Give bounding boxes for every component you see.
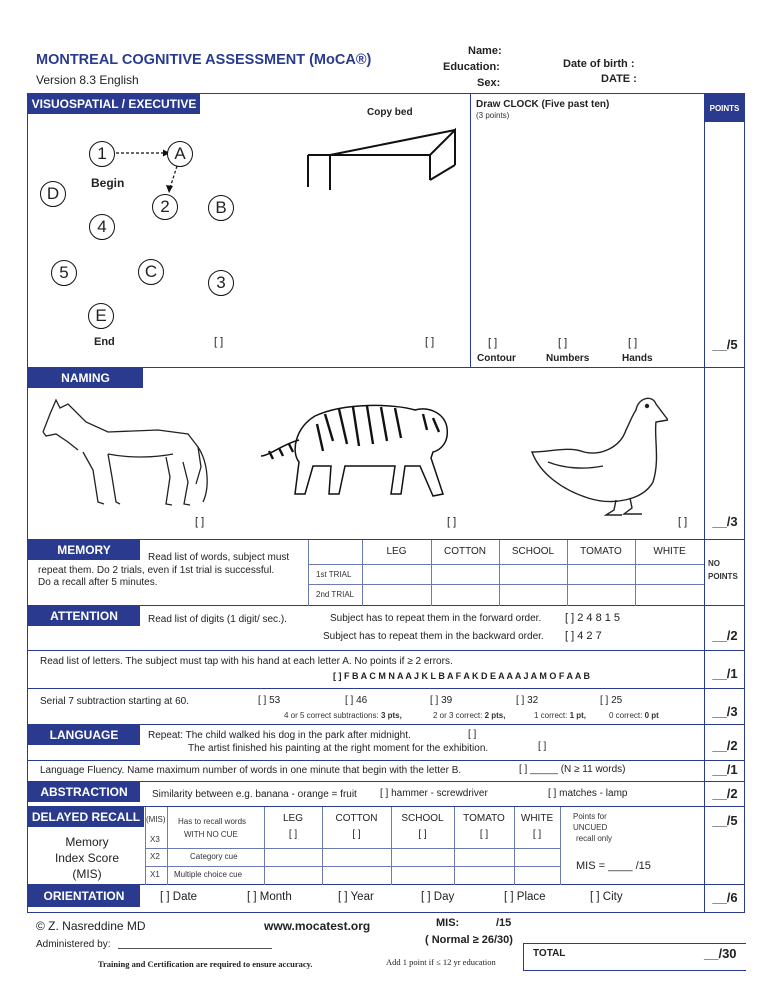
naming-header: NAMING xyxy=(28,368,143,388)
orientation-score[interactable]: __/6 xyxy=(712,890,738,905)
clock-points-label: (3 points) xyxy=(476,111,510,120)
visuospatial-header: VISUOSPATIAL / EXECUTIVE xyxy=(28,94,200,114)
delayed-recall-score[interactable]: __/5 xyxy=(712,813,738,828)
letters-instruction: Read list of letters. The subject must tap with his hand at each letter A. No points if ≥ 2 errors. xyxy=(40,656,453,667)
backward-instruction: Subject has to repeat them in the backward order. xyxy=(323,631,544,642)
serial-value-25[interactable]: [ ] 25 xyxy=(600,695,623,706)
tiger-drawing xyxy=(255,396,455,504)
draw-clock-label: Draw CLOCK (Five past ten) xyxy=(476,99,610,110)
trail-node-3: 3 xyxy=(208,270,234,296)
uncued-label-3: recall only xyxy=(576,834,613,843)
name-label: Name: xyxy=(468,45,502,57)
total-label: TOTAL xyxy=(533,948,566,959)
serial-value-39[interactable]: [ ] 39 xyxy=(430,695,453,706)
abstraction-header: ABSTRACTION xyxy=(28,782,140,802)
recall-word-school: SCHOOL xyxy=(401,813,444,824)
orientation-day[interactable]: [ ] Day xyxy=(421,891,455,903)
serial-value-32[interactable]: [ ] 32 xyxy=(516,695,539,706)
no-points-label-1: NO xyxy=(708,559,720,568)
recall-checkbox-cotton[interactable]: [ ] xyxy=(352,829,361,840)
administered-by-label: Administered by: xyxy=(36,939,111,950)
recall-checkbox-white[interactable]: [ ] xyxy=(532,829,542,840)
recall-no-cue-label-1: Has to recall words xyxy=(178,817,247,826)
repeat-sentence-1-checkbox[interactable]: [ ] xyxy=(468,729,477,740)
fluency-score[interactable]: __/1 xyxy=(712,762,738,777)
letters-sequence[interactable]: [ ] F B A C M N A A J K L B A F A K D E A A A J A M O F A A B xyxy=(333,671,590,681)
numbers-label: Numbers xyxy=(546,353,590,364)
bed-drawing xyxy=(300,125,465,205)
mis-column-label: (MIS) xyxy=(146,815,166,824)
x3-label: X3 xyxy=(150,835,160,844)
contour-checkbox[interactable]: [ ] xyxy=(488,337,498,349)
memory-word-white: WHITE xyxy=(653,546,686,557)
digits-instruction: Read list of digits (1 digit/ sec.). xyxy=(148,614,287,625)
attention-header: ATTENTION xyxy=(28,606,140,626)
delayed-recall-header: DELAYED RECALL xyxy=(28,807,144,827)
contour-label: Contour xyxy=(477,353,516,364)
recall-word-cotton: COTTON xyxy=(335,813,378,824)
trail-node-5: 5 xyxy=(51,260,77,286)
horse-drawing xyxy=(38,392,213,512)
serial-instruction: Serial 7 subtraction starting at 60. xyxy=(40,696,189,707)
serial-scoring-3: 1 correct: 1 pt, xyxy=(534,711,587,720)
memory-word-leg: LEG xyxy=(386,546,407,557)
language-header: LANGUAGE xyxy=(28,725,140,745)
duck-checkbox[interactable]: [ ] xyxy=(678,516,688,528)
serial-score[interactable]: __/3 xyxy=(712,704,738,719)
orientation-header: ORIENTATION xyxy=(28,885,140,907)
recall-word-white: WHITE xyxy=(520,813,554,824)
trail-node-4: 4 xyxy=(89,214,115,240)
serial-scoring-4: 0 correct: 0 pt xyxy=(609,711,659,720)
memory-index-label-1: Memory xyxy=(65,835,109,849)
forward-digits[interactable]: [ ] 2 4 8 1 5 xyxy=(565,612,621,624)
serial-scoring-1: 4 or 5 correct subtractions: 3 pts, xyxy=(284,711,402,720)
digits-score[interactable]: __/2 xyxy=(712,628,738,643)
recall-word-tomato: TOMATO xyxy=(463,813,505,824)
points-header: POINTS xyxy=(705,94,744,122)
training-note: Training and Certification are required to ensure accuracy. xyxy=(98,959,313,969)
education-label: Education: xyxy=(443,61,500,73)
mis-score-field[interactable]: MIS = ____ /15 xyxy=(576,860,651,872)
page-title: MONTREAL COGNITIVE ASSESSMENT (MoCA®) xyxy=(36,52,372,68)
memory-instruction-2: repeat them. Do 2 trials, even if 1st trial is successful. xyxy=(38,565,275,576)
begin-label: Begin xyxy=(91,176,125,190)
letters-score[interactable]: __/1 xyxy=(712,666,738,681)
x1-label: X1 xyxy=(150,870,160,879)
category-cue-label: Category cue xyxy=(190,852,238,861)
mis-footer-label: MIS: xyxy=(436,917,460,929)
trail-node-c: C xyxy=(138,259,164,285)
duck-drawing xyxy=(528,390,668,518)
repeat-sentence-2: The artist finished his painting at the right moment for the exhibition. xyxy=(188,743,489,754)
serial-value-46[interactable]: [ ] 46 xyxy=(345,695,368,706)
no-points-label-2: POINTS xyxy=(708,572,738,581)
numbers-checkbox[interactable]: [ ] xyxy=(558,337,568,349)
sex-label: Sex: xyxy=(477,77,501,89)
copy-bed-label: Copy bed xyxy=(367,107,413,118)
multiple-choice-cue-label: Multiple choice cue xyxy=(174,870,243,879)
recall-no-cue-label-2: WITH NO CUE xyxy=(184,830,238,839)
education-point-note: Add 1 point if ≤ 12 yr education xyxy=(386,957,496,967)
hands-checkbox[interactable]: [ ] xyxy=(628,337,638,349)
serial-scoring-2: 2 or 3 correct: 2 pts, xyxy=(433,711,506,720)
trail-node-e: E xyxy=(88,303,114,329)
repeat-score[interactable]: __/2 xyxy=(712,738,738,753)
memory-word-tomato: TOMATO xyxy=(580,546,622,557)
uncued-label-2: UNCUED xyxy=(573,823,608,832)
forward-instruction: Subject has to repeat them in the forward order. xyxy=(330,613,542,624)
trail-node-1: 1 xyxy=(89,141,115,167)
abstraction-instruction: Similarity between e.g. banana - orange = fruit xyxy=(152,789,357,800)
dob-label: Date of birth : xyxy=(563,58,635,70)
trail-node-a: A xyxy=(167,141,193,167)
trail-checkbox[interactable]: [ ] xyxy=(214,336,224,348)
serial-value-53[interactable]: [ ] 53 xyxy=(258,695,281,706)
abstraction-item-matches[interactable]: [ ] matches - lamp xyxy=(548,788,628,799)
abstraction-score[interactable]: __/2 xyxy=(712,786,738,801)
horse-checkbox[interactable]: [ ] xyxy=(195,516,205,528)
normal-range-label: ( Normal ≥ 26/30) xyxy=(425,934,513,946)
author-credit: © Z. Nasreddine MD xyxy=(36,919,146,933)
visuospatial-score[interactable]: __/5 xyxy=(712,337,738,352)
memory-word-school: SCHOOL xyxy=(511,546,555,557)
x2-label: X2 xyxy=(150,852,160,861)
memory-header: MEMORY xyxy=(28,540,140,560)
version-text: Version 8.3 English xyxy=(36,73,139,87)
website-text[interactable]: www.mocatest.org xyxy=(264,919,371,933)
hands-label: Hands xyxy=(622,353,653,364)
tiger-checkbox[interactable]: [ ] xyxy=(447,516,457,528)
naming-score[interactable]: __/3 xyxy=(712,514,738,529)
total-score[interactable]: __/30 xyxy=(704,946,737,961)
trail-node-d: D xyxy=(40,181,66,207)
backward-digits[interactable]: [ ] 4 2 7 xyxy=(565,630,602,642)
trail-node-2: 2 xyxy=(152,194,178,220)
orientation-date[interactable]: [ ] Date xyxy=(160,891,198,903)
memory-instruction-1: Read list of words, subject must xyxy=(148,552,290,563)
memory-instruction-3: Do a recall after 5 minutes. xyxy=(38,577,158,588)
recall-checkbox-leg[interactable]: [ ] xyxy=(288,829,298,840)
orientation-month[interactable]: [ ] Month xyxy=(247,891,292,903)
second-trial-label: 2nd TRIAL xyxy=(316,590,355,599)
end-label: End xyxy=(94,336,115,348)
orientation-city[interactable]: [ ] City xyxy=(590,891,623,903)
orientation-place[interactable]: [ ] Place xyxy=(504,891,546,903)
memory-index-label-2: Index Score xyxy=(54,851,120,865)
uncued-label-1: Points for xyxy=(573,812,607,821)
recall-word-leg: LEG xyxy=(282,813,303,824)
date-label: DATE : xyxy=(601,73,637,85)
recall-checkbox-tomato[interactable]: [ ] xyxy=(479,829,489,840)
mis-footer-value[interactable]: /15 xyxy=(496,917,512,929)
repeat-sentence-2-checkbox[interactable]: [ ] xyxy=(538,741,547,752)
recall-checkbox-school[interactable]: [ ] xyxy=(418,829,427,840)
abstraction-item-hammer[interactable]: [ ] hammer - screwdriver xyxy=(380,788,488,799)
orientation-year[interactable]: [ ] Year xyxy=(338,891,374,903)
trail-node-b: B xyxy=(208,195,234,221)
fluency-answer[interactable]: [ ] _____ (N ≥ 11 words) xyxy=(519,764,626,775)
bed-checkbox[interactable]: [ ] xyxy=(425,336,435,348)
memory-index-label-3: (MIS) xyxy=(72,867,102,881)
memory-word-cotton: COTTON xyxy=(443,546,487,557)
first-trial-label: 1st TRIAL xyxy=(316,570,352,579)
repeat-sentence-1: Repeat: The child walked his dog in the park after midnight. xyxy=(148,730,411,741)
fluency-instruction: Language Fluency. Name maximum number of words in one minute that begin with the letter B. xyxy=(40,765,462,776)
